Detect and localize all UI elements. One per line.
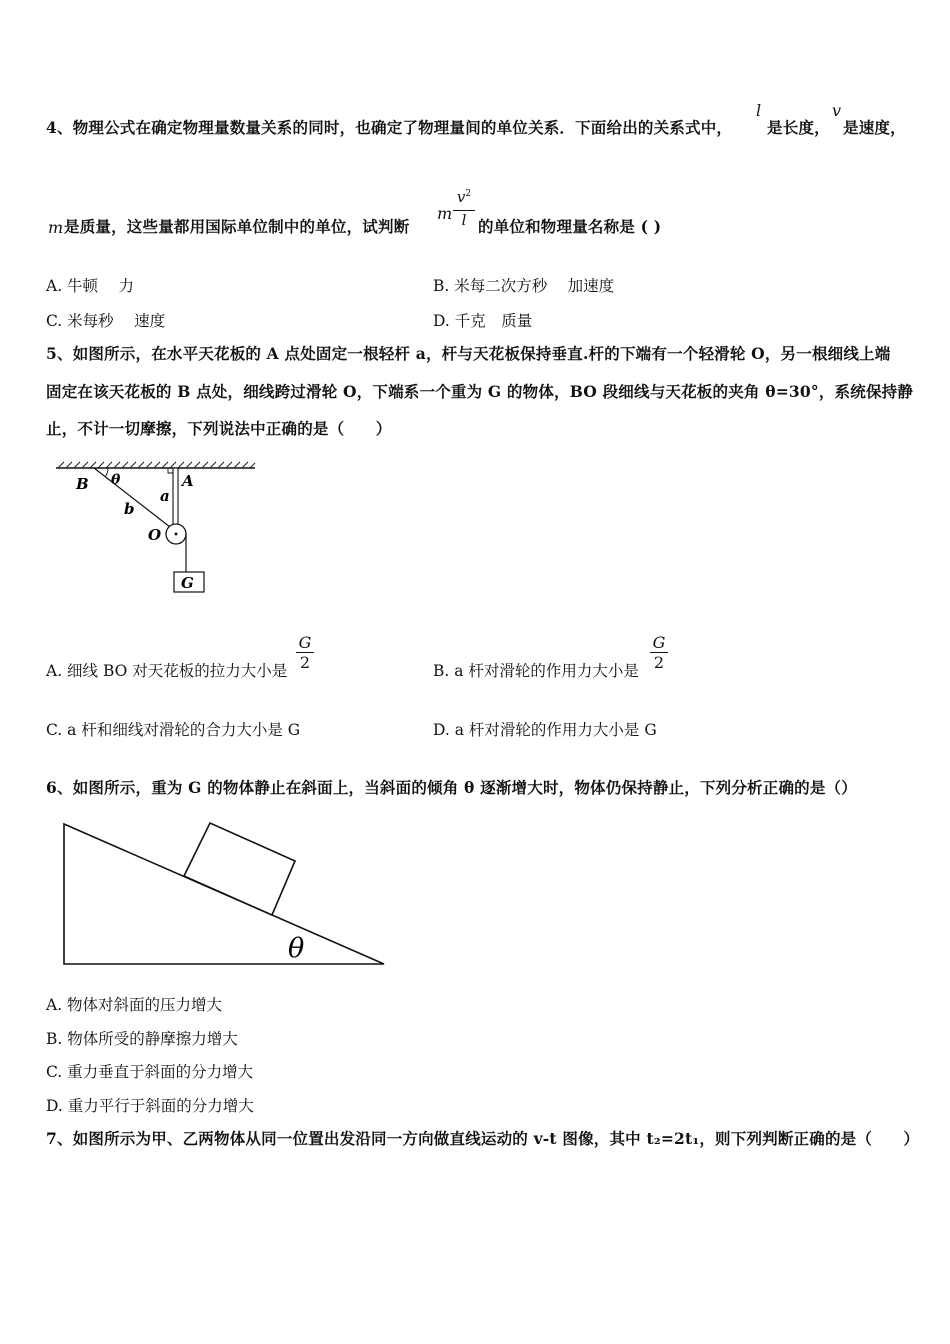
q4-line2-text-a: 是质量，这些量都用国际单位制中的单位，试判断 [64, 217, 410, 236]
q5-option-b-numerator: G [652, 633, 666, 652]
q7-number: 7、 [46, 1129, 73, 1148]
q4-formula-exponent: 2 [465, 188, 472, 199]
label-b-string: b [124, 500, 135, 518]
q5-option-c[interactable]: C. a 杆和细线对滑轮的合力大小是 G [46, 721, 301, 739]
q5-line3: 止，不计一切摩擦，下列说法中正确的是（ ） [46, 419, 392, 438]
q6-number: 6、 [46, 778, 73, 797]
q6-line1 [46, 776, 857, 798]
q5-option-a-denominator: 2 [299, 653, 311, 672]
q6-option-a[interactable]: A. 物体对斜面的压力增大 [46, 996, 223, 1014]
q4-formula-numerator: v [456, 188, 466, 206]
q6-incline-figure [60, 818, 390, 970]
label-g: G [181, 574, 194, 592]
q5-line1 [46, 342, 890, 364]
q5-option-a-numerator: G [298, 633, 312, 652]
q4-var-v: v [832, 101, 842, 120]
q4-formula-m: m [437, 204, 453, 223]
q5-option-a-fraction [296, 633, 314, 672]
q5-option-d[interactable]: D. a 杆对滑轮的作用力大小是 G [433, 721, 657, 739]
q4-line1 [46, 116, 732, 138]
q6-line1-text: 如图所示，重为 G 的物体静止在斜面上，当斜面的倾角 θ 逐渐增大时，物体仍保持静止，下列分析正确的是（） [72, 778, 857, 797]
q4-line2-text-b: 的单位和物理量名称是 ( ) [478, 217, 662, 236]
pulley-axle [175, 533, 178, 536]
q6-option-d[interactable]: D. 重力平行于斜面的分力增大 [46, 1097, 254, 1115]
label-o: O [148, 526, 162, 544]
label-a-point: A [182, 472, 194, 490]
incline-theta-label: θ [288, 933, 305, 964]
theta-arc [105, 468, 108, 477]
q5-option-b-fraction [650, 633, 668, 672]
q5-line2: 固定在该天花板的 B 点处，细线跨过滑轮 O，下端系一个重为 G 的物体，BO 段细线与天花板的夹角 θ=30°，系统保持静 [46, 382, 914, 401]
rod-a [173, 468, 178, 526]
q4-option-a[interactable]: A. 牛顿 力 [46, 277, 134, 295]
q5-number: 5、 [46, 344, 73, 363]
q5-option-b[interactable]: B. a 杆对滑轮的作用力大小是 [433, 662, 639, 680]
q6-option-c[interactable]: C. 重力垂直于斜面的分力增大 [46, 1063, 254, 1081]
q4-line1-text-a: 物理公式在确定物理量数量关系的同时，也确定了物理量间的单位关系．下面给出的关系式中， [72, 118, 733, 137]
q4-option-c[interactable]: C. 米每秒 速度 [46, 312, 166, 330]
q5-line1-text: 如图所示，在水平天花板的 A 点处固定一根轻杆 a，杆与天花板保持垂直.杆的下端有一个轻滑轮 O，另一根细线上端 [72, 344, 891, 363]
q4-option-d[interactable]: D. 千克 质量 [433, 312, 533, 330]
q5-option-b-denominator: 2 [653, 653, 665, 672]
q5-option-a[interactable]: A. 细线 BO 对天花板的拉力大小是 [46, 662, 288, 680]
label-a-rod: a [160, 487, 170, 505]
q4-var-m: m [48, 218, 64, 237]
q4-formula-denominator: l [461, 211, 467, 229]
ceiling-hatch [58, 462, 255, 468]
label-b: B [76, 475, 89, 493]
q5-pulley-figure [50, 458, 265, 598]
right-angle-mark [168, 468, 173, 473]
block [184, 823, 295, 915]
q7-line1 [46, 1127, 919, 1149]
q4-var-l: l [756, 101, 762, 120]
q4-option-b[interactable]: B. 米每二次方秒 加速度 [433, 277, 615, 295]
label-theta: θ [111, 472, 121, 488]
q4-number: 4、 [46, 118, 73, 137]
q4-formula-fraction [453, 188, 475, 229]
q4-line1-text-c: 是速度， [843, 118, 906, 137]
q6-option-b[interactable]: B. 物体所受的静摩擦力增大 [46, 1030, 238, 1048]
q4-line1-text-b: 是长度， [767, 118, 830, 137]
q7-line1-text: 如图所示为甲、乙两物体从同一位置出发沿同一方向做直线运动的 v-t 图像，其中 t₂=2t₁，则下列判断正确的是（ ） [72, 1129, 920, 1148]
